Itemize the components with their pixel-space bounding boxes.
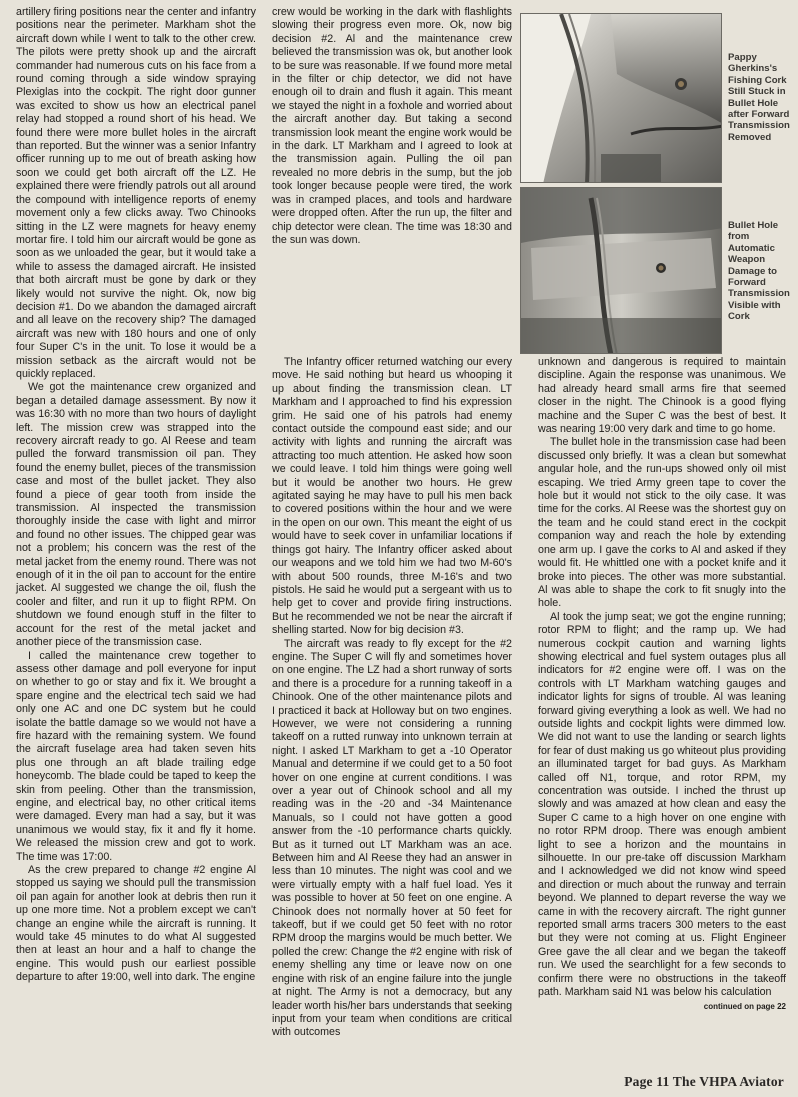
paragraph: We got the maintenance crew organized and began a detailed damage assessment. By now it was 16:30 with no more than two hours of daylight left. The mission crew was strapped into the recovery aircraft ready to go. Al Reese and team pulled the forward transmission oil pan. They found the enemy bullet, pieces of the transmission case and most of the bullet jacket. They also found a piece of gear tooth from inside the transmission. Al inspected the transmission thoroughly inside the case with light and mirror and found no other issues. The chipped gear was not a problem; his concern was the rest of the metal jacket from the enemy round. There was not enough of it in the oil pan to account for the entire jacket. Al suggested we change the oil, flush the cooler and filter, and run it up to flight RPM. On shutdown we found enough stuff in the filter to account for the rest of the metal jacket and another piece of the transmission case. bbox=[16, 381, 256, 649]
transmission-photo-2 bbox=[520, 187, 722, 354]
photo-caption-1: Pappy Gherkins's Fishing Cork Still Stuck in Bullet Hole after Forward Transmission Removed bbox=[728, 52, 790, 143]
transmission-photo-1-image bbox=[521, 14, 722, 183]
transmission-photo-1 bbox=[520, 13, 722, 183]
paragraph: I called the maintenance crew together to assess other damage and poll everyone for input on whether to go or stay and fix it. We brought a spare engine and the electrical tech said we had only one AC and one DC system but he could isolate the battle damage so we would not have a fire hazard with the remaining system. We found the aircraft fuselage area had taken seven hits plus one through an aft blade trailing edge honeycomb. The blade could be taped to keep the skin from peeling. Other than the transmission, engine, and electrical bay, no other critical items were damaged. Every man had a say, but it was unanimous we would stay, fix it and fly it home. We released the mission crew and got to work. The time was 17:00. bbox=[16, 649, 256, 863]
photo-caption-2: Bullet Hole from Automatic Weapon Damage to Forward Transmission Visible with Cork bbox=[728, 220, 790, 323]
article-column-3 bbox=[538, 356, 786, 1062]
page-footer: Page 11 The VHPA Aviator bbox=[624, 1074, 784, 1089]
paragraph: As the crew prepared to change #2 engine Al stopped us saying we should pull the transmission oil pan again for another look at debris then run it up one more time. Not a problem except we can't change an engine while the aircraft is running. It would take 45 minutes to do what Al suggested then at least an hour and a half to change the engine. This would push our earliest possible departure to after 19:00, well into dark. The engine bbox=[16, 864, 256, 984]
paragraph: The Infantry officer returned watching our every move. He said nothing but heard us whooping it up about finding the transmission clean. LT Markham and I approached to find his expression grim. He said one of his patrols had enemy contact outside the compound east side; and our activity with lights and running the aircraft was attracting too much attention. He asked how soon we could leave. I told him things were going well but it would be another two hours. He grew agitated saying he may have to pull his men back to covered positions within the hour and we were in the open on our own. This meant the eight of us would have to seek cover in unfamiliar locations if things got hairy. The Infantry officer asked about our weapons and we told him we had two M-60's with about 500 rounds, three M-16's and two pistols. He said he would put a sergeant with us to help get to cover and provide firing instructions. But he recommended we not be near the aircraft if shelling started. Now for big decision #3. bbox=[272, 356, 512, 637]
transmission-photo-2-image bbox=[521, 188, 722, 354]
article-column-2-top bbox=[272, 6, 512, 247]
paragraph: The bullet hole in the transmission case had been discussed only briefly. It was a clean but somewhat angular hole, and the run-ups showed only oil mist escaping. We tried Army green tape to cover the hole but it would not stick to the oily case. It was time for the corks. Al Reese was the shortest guy on the team and he could stand erect in the cockpit companion way and reach the hole by extending one arm up. I gave the corks to Al and asked if they would fit. He whittled one with a pocket knife and it broke into pieces. The other was more substantial. Al was able to shape the cork to fit snugly into the hole. bbox=[538, 436, 786, 610]
paragraph: unknown and dangerous is required to maintain discipline. Again the response was unanimous. We had already heard small arms fire that seemed closer in the night. The Chinook is a good flying machine and the Super C was the best of best. It was nearing 19:00 very dark and time to go home. bbox=[538, 356, 786, 436]
article-column-1 bbox=[16, 6, 256, 1064]
paragraph: Al took the jump seat; we got the engine running; rotor RPM to flight; and the ramp up. We had numerous cockpit caution and warning lights showing electrical and fuel system outages plus all indicators for #2 engine were off. I was on the controls with LT Markham watching gauges and indicator lights for signs of trouble. Al was leaning forward giving everything a look as well. We had no outside lights and cockpit lights were dimmed low. We did not want to use the landing or search lights for fear of dust making us go whiteout plus providing an illuminated target for bad guys. As Markham called off N1, torque, and rotor RPM, my concentration was outside. I inched the thrust up slowly and was amazed at how clean and easy the Super C came to a high hover on one engine with no rotor RPM droop. There was enough ambient light to see a horizon and the mountains in silhouette. In our pre-take off discussion Markham and I acknowledged we did not know wind speed and direction or much about the runway and terrain beyond. We planned to depart reverse the way we came in with the recovery aircraft. The right gunner reported small arms tracers 300 meters to the east but they were not coming at us. Flight Engineer Gree gave the all clear and we began the takeoff run. We used the searchlight for a few seconds to confirm there were no obstructions in the takeoff path. Markham said N1 was below his calculation bbox=[538, 610, 786, 999]
paragraph: artillery firing positions near the center and infantry positions near the perimeter. Markham shot the aircraft down while I went to talk to the other crew. The pilots were pretty shook up and the aircraft commander had numerous cuts on his face from a round coming through a side window spraying Plexiglas into the cockpit. The right door gunner was excited to show us how an electrical panel relay had stopped a round short of his head. We found there were more bullet holes in the aircraft than reported. But the winner was a senior Infantry officer running up to me out of breath asking how soon we could get both aircraft off the LZ. He explained there were friendly patrols out all around the compound with intelligence reports of enemy movement only a few clicks away. Two Chinooks sitting in the LZ were magnets for heavy enemy mortar fire. I told him our aircraft would be gone as soon as we unloaded the gear, but it would take a while to assess the damaged aircraft. He insisted that both aircraft must be gone by dark or they likely would not survive the night. Ok, now big decision #1. Do we abandon the damaged aircraft and all leave on the recovery ship? The damaged aircraft was new with 180 hours and one of only four Super C's in the unit. To lose it would be a mission setback as the aircraft would not be quickly replaced. bbox=[16, 6, 256, 380]
paragraph: The aircraft was ready to fly except for the #2 engine. The Super C will fly and sometimes hover on one engine. The LZ had a short runway of sorts and there is a procedure for a running takeoff in a Chinook. One of the other maintenance pilots and I practiced it back at Holloway but on two engines. However, we were not considering a running takeoff on a rutted runway into unknown terrain at night. I asked LT Markham to get a -10 Operator Manual and determine if we could get to a 50 foot hover on one engine at current conditions. I was over a year out of Chinook school and all my reading was in the -20 and -34 Maintenance Manuals, so I could not have gotten a good answer from the -10 performance charts quickly. But as it turned out LT Markham was an ace. Between him and Al Reese they had an answer in less than 10 minutes. The night was cool and we were virtually empty with a half fuel load. Yes it was possible to hover at 50 feet on one engine. A Chinook does not normally hover at 50 feet for takeoff, but if we could get 50 feet with no rotor RPM droop the margins would be much better. We polled the crew: Change the #2 engine with risk of enemy shelling any time or leave now on one engine with risk of an engine failure into the jungle at night. The Army is not a democracy, but any leader worth his/her bars understands that seeking input from your team when conditions are critical with outcomes bbox=[272, 637, 513, 1039]
continued-label: continued on page 22 bbox=[703, 1001, 786, 1011]
paragraph: crew would be working in the dark with flashlights slowing their progress even more. Ok, now big decision #2. Al and the maintenance crew believed the transmission was ok, but another look to be sure was reasonable. If we found more metal in the filter or chip detector, we did not have enough oil to drain and flush it again. This meant we stayed the night in a foxhole and worried about the aircraft another day. But taking a second transmission look meant the engine work would be in the dark. LT Markham and I agreed to look at the transmission again. Pulling the oil pan revealed no more debris in the sump, but the job took longer because people were tired, the work was in cramped places, and tools and hardware were dropped often. After the run up, the filter and chip detector were clean. The time was 18:30 and the sun was down. bbox=[272, 6, 513, 246]
continued-note bbox=[538, 1000, 786, 1013]
article-column-2 bbox=[272, 356, 512, 1040]
